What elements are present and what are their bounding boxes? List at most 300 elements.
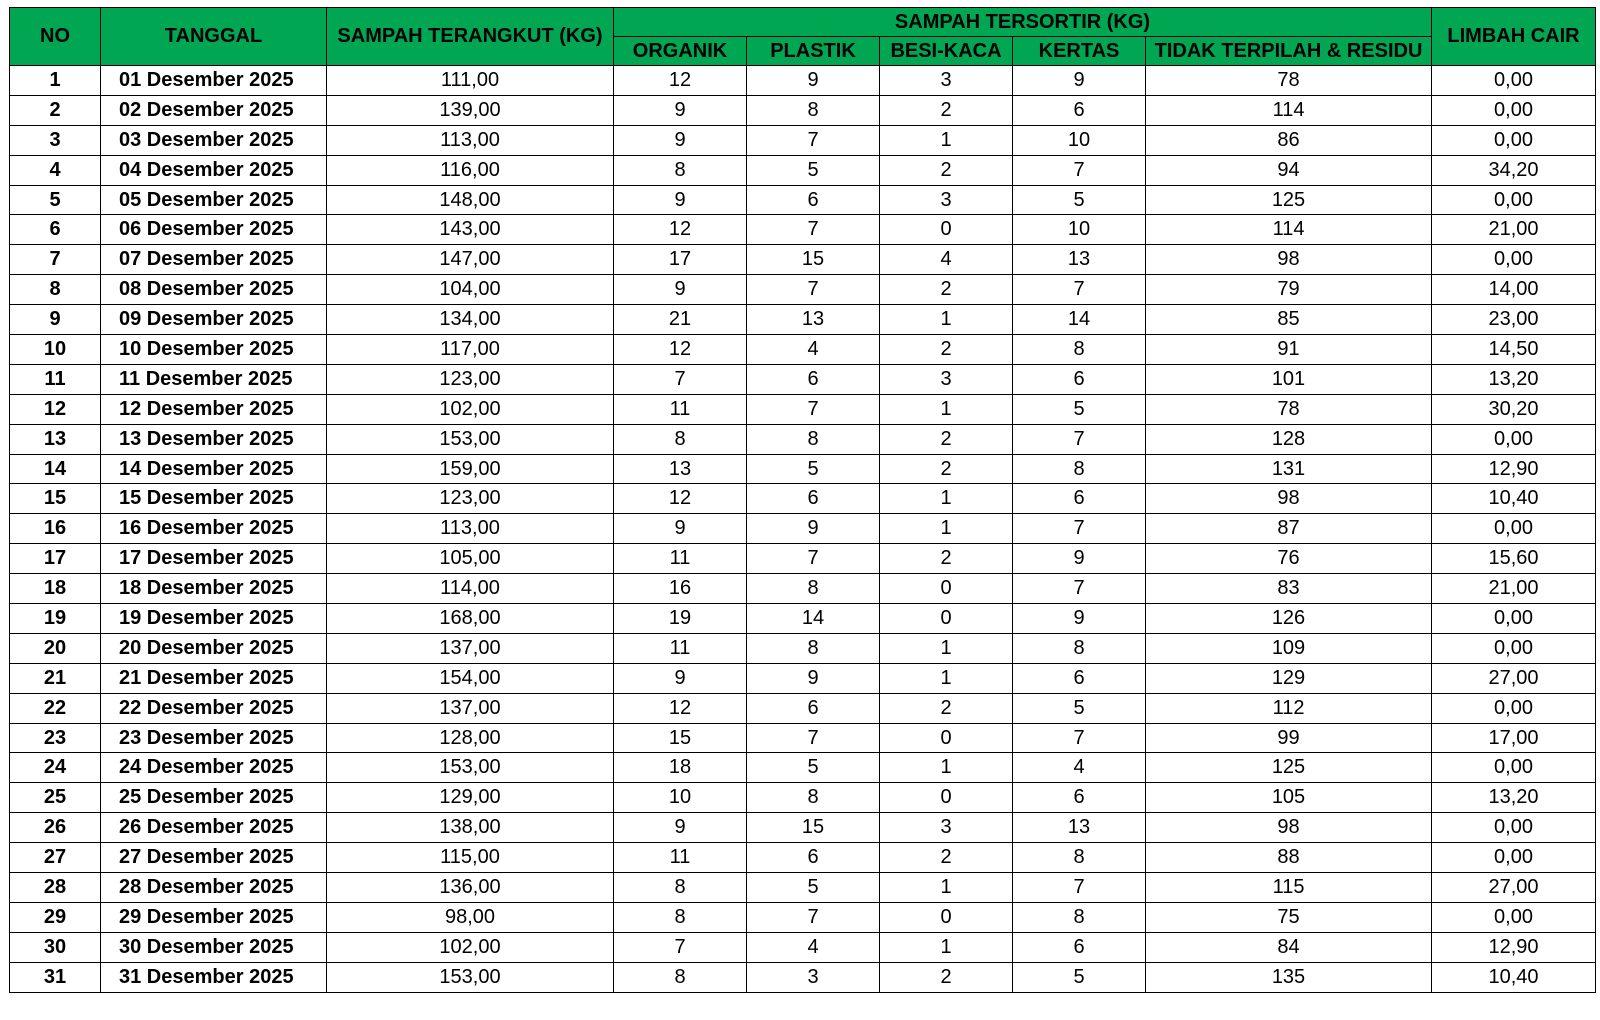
cell-no: 10 (10, 335, 101, 365)
cell-besi-kaca: 1 (880, 514, 1013, 544)
table-row (10, 843, 1596, 873)
header-plastik: PLASTIK (747, 37, 880, 66)
cell-kertas: 4 (1013, 753, 1146, 783)
cell-no: 11 (10, 364, 101, 394)
cell-tanggal: 03 Desember 2025 (101, 125, 327, 155)
table-row (10, 753, 1596, 783)
cell-organik: 19 (614, 604, 747, 634)
cell-organik: 12 (614, 484, 747, 514)
cell-besi-kaca: 3 (880, 66, 1013, 96)
cell-besi-kaca: 1 (880, 305, 1013, 335)
cell-kertas: 13 (1013, 813, 1146, 843)
cell-tidak-terpilah: 129 (1146, 663, 1432, 693)
cell-no: 14 (10, 454, 101, 484)
cell-kertas: 7 (1013, 514, 1146, 544)
cell-besi-kaca: 2 (880, 155, 1013, 185)
table-row (10, 95, 1596, 125)
cell-besi-kaca: 0 (880, 215, 1013, 245)
cell-no: 24 (10, 753, 101, 783)
cell-limbah-cair: 17,00 (1432, 723, 1596, 753)
cell-no: 17 (10, 544, 101, 574)
cell-kertas: 7 (1013, 873, 1146, 903)
cell-plastik: 3 (747, 962, 880, 992)
cell-sampah-terangkut: 123,00 (327, 364, 614, 394)
header-organik: ORGANIK (614, 37, 747, 66)
cell-sampah-terangkut: 137,00 (327, 693, 614, 723)
cell-no: 9 (10, 305, 101, 335)
cell-limbah-cair: 0,00 (1432, 514, 1596, 544)
cell-organik: 12 (614, 335, 747, 365)
cell-limbah-cair: 0,00 (1432, 753, 1596, 783)
cell-tanggal: 01 Desember 2025 (101, 66, 327, 96)
header-tanggal: TANGGAL (101, 8, 327, 66)
cell-organik: 15 (614, 723, 747, 753)
cell-plastik: 13 (747, 305, 880, 335)
cell-sampah-terangkut: 134,00 (327, 305, 614, 335)
cell-besi-kaca: 4 (880, 245, 1013, 275)
table-row (10, 335, 1596, 365)
cell-tidak-terpilah: 86 (1146, 125, 1432, 155)
cell-tidak-terpilah: 105 (1146, 783, 1432, 813)
table-row (10, 66, 1596, 96)
cell-besi-kaca: 2 (880, 335, 1013, 365)
cell-tidak-terpilah: 94 (1146, 155, 1432, 185)
cell-sampah-terangkut: 136,00 (327, 873, 614, 903)
cell-tidak-terpilah: 125 (1146, 753, 1432, 783)
table-body (10, 66, 1596, 993)
cell-kertas: 8 (1013, 454, 1146, 484)
cell-sampah-terangkut: 105,00 (327, 544, 614, 574)
cell-sampah-terangkut: 113,00 (327, 514, 614, 544)
cell-sampah-terangkut: 153,00 (327, 424, 614, 454)
cell-sampah-terangkut: 113,00 (327, 125, 614, 155)
cell-sampah-terangkut: 117,00 (327, 335, 614, 365)
cell-tidak-terpilah: 88 (1146, 843, 1432, 873)
cell-limbah-cair: 12,90 (1432, 454, 1596, 484)
cell-plastik: 8 (747, 783, 880, 813)
cell-tanggal: 29 Desember 2025 (101, 902, 327, 932)
cell-plastik: 9 (747, 663, 880, 693)
table-row (10, 155, 1596, 185)
cell-tanggal: 24 Desember 2025 (101, 753, 327, 783)
cell-kertas: 5 (1013, 962, 1146, 992)
cell-sampah-terangkut: 147,00 (327, 245, 614, 275)
cell-tanggal: 17 Desember 2025 (101, 544, 327, 574)
cell-limbah-cair: 13,20 (1432, 364, 1596, 394)
cell-sampah-terangkut: 102,00 (327, 932, 614, 962)
cell-tidak-terpilah: 112 (1146, 693, 1432, 723)
cell-tidak-terpilah: 78 (1146, 394, 1432, 424)
table-header (10, 8, 1596, 66)
cell-organik: 11 (614, 843, 747, 873)
cell-plastik: 6 (747, 364, 880, 394)
cell-no: 16 (10, 514, 101, 544)
cell-besi-kaca: 0 (880, 604, 1013, 634)
cell-kertas: 7 (1013, 424, 1146, 454)
cell-tidak-terpilah: 131 (1146, 454, 1432, 484)
cell-plastik: 6 (747, 693, 880, 723)
cell-plastik: 7 (747, 275, 880, 305)
table-row (10, 962, 1596, 992)
cell-organik: 9 (614, 95, 747, 125)
cell-sampah-terangkut: 116,00 (327, 155, 614, 185)
header-sampah-terangkut: SAMPAH TERANGKUT (KG) (327, 8, 614, 66)
cell-kertas: 8 (1013, 843, 1146, 873)
cell-no: 3 (10, 125, 101, 155)
cell-organik: 18 (614, 753, 747, 783)
cell-tidak-terpilah: 85 (1146, 305, 1432, 335)
cell-sampah-terangkut: 159,00 (327, 454, 614, 484)
cell-tidak-terpilah: 78 (1146, 66, 1432, 96)
cell-tanggal: 12 Desember 2025 (101, 394, 327, 424)
cell-plastik: 7 (747, 215, 880, 245)
cell-no: 5 (10, 185, 101, 215)
cell-organik: 11 (614, 633, 747, 663)
cell-limbah-cair: 0,00 (1432, 185, 1596, 215)
cell-tanggal: 31 Desember 2025 (101, 962, 327, 992)
cell-tidak-terpilah: 109 (1146, 633, 1432, 663)
cell-limbah-cair: 0,00 (1432, 245, 1596, 275)
cell-no: 12 (10, 394, 101, 424)
cell-tidak-terpilah: 125 (1146, 185, 1432, 215)
cell-organik: 16 (614, 574, 747, 604)
cell-limbah-cair: 13,20 (1432, 783, 1596, 813)
cell-limbah-cair: 0,00 (1432, 125, 1596, 155)
cell-no: 15 (10, 484, 101, 514)
table-row (10, 514, 1596, 544)
cell-sampah-terangkut: 104,00 (327, 275, 614, 305)
cell-kertas: 14 (1013, 305, 1146, 335)
cell-plastik: 15 (747, 813, 880, 843)
cell-besi-kaca: 1 (880, 633, 1013, 663)
cell-kertas: 6 (1013, 932, 1146, 962)
cell-limbah-cair: 14,50 (1432, 335, 1596, 365)
cell-kertas: 7 (1013, 155, 1146, 185)
cell-besi-kaca: 1 (880, 125, 1013, 155)
cell-kertas: 6 (1013, 484, 1146, 514)
table-row (10, 424, 1596, 454)
waste-data-table (9, 7, 1596, 993)
cell-sampah-terangkut: 139,00 (327, 95, 614, 125)
cell-besi-kaca: 2 (880, 962, 1013, 992)
cell-limbah-cair: 21,00 (1432, 574, 1596, 604)
cell-limbah-cair: 12,90 (1432, 932, 1596, 962)
cell-sampah-terangkut: 102,00 (327, 394, 614, 424)
cell-no: 31 (10, 962, 101, 992)
cell-plastik: 7 (747, 125, 880, 155)
header-sampah-tersortir: SAMPAH TERSORTIR (KG) (614, 8, 1432, 37)
cell-no: 29 (10, 902, 101, 932)
cell-tidak-terpilah: 114 (1146, 95, 1432, 125)
cell-organik: 21 (614, 305, 747, 335)
table-row (10, 245, 1596, 275)
cell-sampah-terangkut: 98,00 (327, 902, 614, 932)
cell-kertas: 8 (1013, 335, 1146, 365)
cell-kertas: 7 (1013, 723, 1146, 753)
cell-organik: 10 (614, 783, 747, 813)
cell-no: 13 (10, 424, 101, 454)
cell-limbah-cair: 34,20 (1432, 155, 1596, 185)
table-row (10, 364, 1596, 394)
cell-tanggal: 21 Desember 2025 (101, 663, 327, 693)
cell-no: 26 (10, 813, 101, 843)
cell-tidak-terpilah: 115 (1146, 873, 1432, 903)
cell-plastik: 8 (747, 574, 880, 604)
cell-plastik: 8 (747, 424, 880, 454)
table-row (10, 544, 1596, 574)
cell-plastik: 4 (747, 932, 880, 962)
cell-limbah-cair: 14,00 (1432, 275, 1596, 305)
cell-organik: 9 (614, 275, 747, 305)
table-row (10, 275, 1596, 305)
cell-tidak-terpilah: 128 (1146, 424, 1432, 454)
cell-organik: 9 (614, 185, 747, 215)
cell-plastik: 9 (747, 514, 880, 544)
cell-besi-kaca: 2 (880, 693, 1013, 723)
cell-plastik: 6 (747, 484, 880, 514)
cell-tanggal: 19 Desember 2025 (101, 604, 327, 634)
cell-kertas: 5 (1013, 185, 1146, 215)
cell-no: 21 (10, 663, 101, 693)
cell-kertas: 6 (1013, 364, 1146, 394)
cell-tidak-terpilah: 98 (1146, 813, 1432, 843)
cell-tanggal: 28 Desember 2025 (101, 873, 327, 903)
cell-tidak-terpilah: 84 (1146, 932, 1432, 962)
cell-plastik: 5 (747, 753, 880, 783)
cell-kertas: 6 (1013, 783, 1146, 813)
cell-no: 19 (10, 604, 101, 634)
cell-tanggal: 08 Desember 2025 (101, 275, 327, 305)
table-row (10, 902, 1596, 932)
cell-no: 1 (10, 66, 101, 96)
cell-tanggal: 20 Desember 2025 (101, 633, 327, 663)
cell-no: 28 (10, 873, 101, 903)
cell-besi-kaca: 1 (880, 753, 1013, 783)
cell-organik: 11 (614, 544, 747, 574)
cell-plastik: 6 (747, 185, 880, 215)
cell-plastik: 8 (747, 633, 880, 663)
cell-plastik: 7 (747, 902, 880, 932)
cell-organik: 8 (614, 424, 747, 454)
cell-limbah-cair: 10,40 (1432, 962, 1596, 992)
cell-sampah-terangkut: 123,00 (327, 484, 614, 514)
cell-kertas: 6 (1013, 95, 1146, 125)
cell-organik: 8 (614, 962, 747, 992)
cell-tanggal: 11 Desember 2025 (101, 364, 327, 394)
cell-kertas: 5 (1013, 394, 1146, 424)
cell-sampah-terangkut: 111,00 (327, 66, 614, 96)
table-row (10, 813, 1596, 843)
cell-tidak-terpilah: 79 (1146, 275, 1432, 305)
cell-sampah-terangkut: 137,00 (327, 633, 614, 663)
cell-sampah-terangkut: 114,00 (327, 574, 614, 604)
cell-limbah-cair: 21,00 (1432, 215, 1596, 245)
cell-tidak-terpilah: 75 (1146, 902, 1432, 932)
cell-organik: 7 (614, 364, 747, 394)
cell-no: 20 (10, 633, 101, 663)
cell-plastik: 4 (747, 335, 880, 365)
cell-organik: 7 (614, 932, 747, 962)
cell-no: 8 (10, 275, 101, 305)
cell-no: 2 (10, 95, 101, 125)
cell-plastik: 6 (747, 843, 880, 873)
table-row (10, 783, 1596, 813)
table-row (10, 125, 1596, 155)
cell-organik: 12 (614, 215, 747, 245)
cell-kertas: 6 (1013, 663, 1146, 693)
cell-tanggal: 07 Desember 2025 (101, 245, 327, 275)
cell-limbah-cair: 0,00 (1432, 604, 1596, 634)
cell-limbah-cair: 0,00 (1432, 95, 1596, 125)
cell-limbah-cair: 23,00 (1432, 305, 1596, 335)
cell-besi-kaca: 1 (880, 873, 1013, 903)
cell-besi-kaca: 2 (880, 95, 1013, 125)
cell-tidak-terpilah: 99 (1146, 723, 1432, 753)
cell-sampah-terangkut: 148,00 (327, 185, 614, 215)
cell-plastik: 14 (747, 604, 880, 634)
table-row (10, 693, 1596, 723)
cell-plastik: 7 (747, 544, 880, 574)
cell-tanggal: 09 Desember 2025 (101, 305, 327, 335)
cell-kertas: 10 (1013, 125, 1146, 155)
cell-tidak-terpilah: 76 (1146, 544, 1432, 574)
cell-tanggal: 23 Desember 2025 (101, 723, 327, 753)
cell-tidak-terpilah: 87 (1146, 514, 1432, 544)
cell-limbah-cair: 0,00 (1432, 633, 1596, 663)
cell-sampah-terangkut: 138,00 (327, 813, 614, 843)
cell-sampah-terangkut: 153,00 (327, 753, 614, 783)
cell-besi-kaca: 0 (880, 783, 1013, 813)
header-limbah-cair: LIMBAH CAIR (1432, 8, 1596, 66)
cell-besi-kaca: 2 (880, 843, 1013, 873)
cell-besi-kaca: 0 (880, 574, 1013, 604)
table-row (10, 305, 1596, 335)
cell-besi-kaca: 0 (880, 902, 1013, 932)
cell-organik: 12 (614, 66, 747, 96)
cell-sampah-terangkut: 153,00 (327, 962, 614, 992)
cell-organik: 11 (614, 394, 747, 424)
cell-plastik: 15 (747, 245, 880, 275)
cell-tanggal: 10 Desember 2025 (101, 335, 327, 365)
cell-organik: 9 (614, 663, 747, 693)
cell-organik: 9 (614, 125, 747, 155)
cell-no: 25 (10, 783, 101, 813)
cell-plastik: 9 (747, 66, 880, 96)
cell-tanggal: 18 Desember 2025 (101, 574, 327, 604)
header-besi-kaca: BESI-KACA (880, 37, 1013, 66)
table-row (10, 185, 1596, 215)
cell-kertas: 10 (1013, 215, 1146, 245)
cell-organik: 8 (614, 155, 747, 185)
cell-plastik: 5 (747, 873, 880, 903)
cell-besi-kaca: 2 (880, 275, 1013, 305)
header-no: NO (10, 8, 101, 66)
cell-organik: 13 (614, 454, 747, 484)
cell-no: 27 (10, 843, 101, 873)
cell-no: 7 (10, 245, 101, 275)
cell-limbah-cair: 0,00 (1432, 693, 1596, 723)
table-row (10, 574, 1596, 604)
cell-tanggal: 14 Desember 2025 (101, 454, 327, 484)
cell-sampah-terangkut: 129,00 (327, 783, 614, 813)
cell-organik: 9 (614, 514, 747, 544)
table-row (10, 484, 1596, 514)
cell-limbah-cair: 0,00 (1432, 902, 1596, 932)
header-kertas: KERTAS (1013, 37, 1146, 66)
cell-no: 23 (10, 723, 101, 753)
cell-limbah-cair: 0,00 (1432, 424, 1596, 454)
cell-organik: 17 (614, 245, 747, 275)
cell-tanggal: 13 Desember 2025 (101, 424, 327, 454)
cell-limbah-cair: 10,40 (1432, 484, 1596, 514)
table-row (10, 723, 1596, 753)
cell-tidak-terpilah: 126 (1146, 604, 1432, 634)
cell-sampah-terangkut: 143,00 (327, 215, 614, 245)
cell-kertas: 9 (1013, 66, 1146, 96)
table-row (10, 663, 1596, 693)
cell-no: 6 (10, 215, 101, 245)
cell-besi-kaca: 1 (880, 663, 1013, 693)
cell-besi-kaca: 3 (880, 185, 1013, 215)
table-row (10, 394, 1596, 424)
cell-besi-kaca: 3 (880, 364, 1013, 394)
cell-limbah-cair: 30,20 (1432, 394, 1596, 424)
table-row (10, 932, 1596, 962)
cell-tanggal: 26 Desember 2025 (101, 813, 327, 843)
cell-besi-kaca: 0 (880, 723, 1013, 753)
cell-tidak-terpilah: 114 (1146, 215, 1432, 245)
cell-plastik: 7 (747, 723, 880, 753)
header-tidak-terpilah: TIDAK TERPILAH & RESIDU (1146, 37, 1432, 66)
cell-plastik: 8 (747, 95, 880, 125)
cell-tanggal: 22 Desember 2025 (101, 693, 327, 723)
cell-tanggal: 02 Desember 2025 (101, 95, 327, 125)
cell-tanggal: 04 Desember 2025 (101, 155, 327, 185)
cell-kertas: 8 (1013, 902, 1146, 932)
cell-tanggal: 16 Desember 2025 (101, 514, 327, 544)
cell-besi-kaca: 3 (880, 813, 1013, 843)
cell-sampah-terangkut: 154,00 (327, 663, 614, 693)
cell-no: 4 (10, 155, 101, 185)
cell-no: 22 (10, 693, 101, 723)
cell-limbah-cair: 27,00 (1432, 873, 1596, 903)
cell-limbah-cair: 27,00 (1432, 663, 1596, 693)
cell-kertas: 5 (1013, 693, 1146, 723)
cell-tanggal: 15 Desember 2025 (101, 484, 327, 514)
cell-kertas: 8 (1013, 633, 1146, 663)
cell-tidak-terpilah: 83 (1146, 574, 1432, 604)
table-row (10, 454, 1596, 484)
cell-sampah-terangkut: 115,00 (327, 843, 614, 873)
cell-tanggal: 25 Desember 2025 (101, 783, 327, 813)
cell-besi-kaca: 2 (880, 424, 1013, 454)
cell-limbah-cair: 15,60 (1432, 544, 1596, 574)
table-row (10, 604, 1596, 634)
cell-kertas: 7 (1013, 574, 1146, 604)
cell-plastik: 5 (747, 155, 880, 185)
cell-plastik: 5 (747, 454, 880, 484)
cell-sampah-terangkut: 128,00 (327, 723, 614, 753)
cell-tanggal: 06 Desember 2025 (101, 215, 327, 245)
cell-besi-kaca: 2 (880, 454, 1013, 484)
cell-kertas: 13 (1013, 245, 1146, 275)
cell-tidak-terpilah: 98 (1146, 245, 1432, 275)
table-row (10, 873, 1596, 903)
cell-tidak-terpilah: 101 (1146, 364, 1432, 394)
table-row (10, 633, 1596, 663)
cell-kertas: 9 (1013, 544, 1146, 574)
cell-organik: 8 (614, 873, 747, 903)
